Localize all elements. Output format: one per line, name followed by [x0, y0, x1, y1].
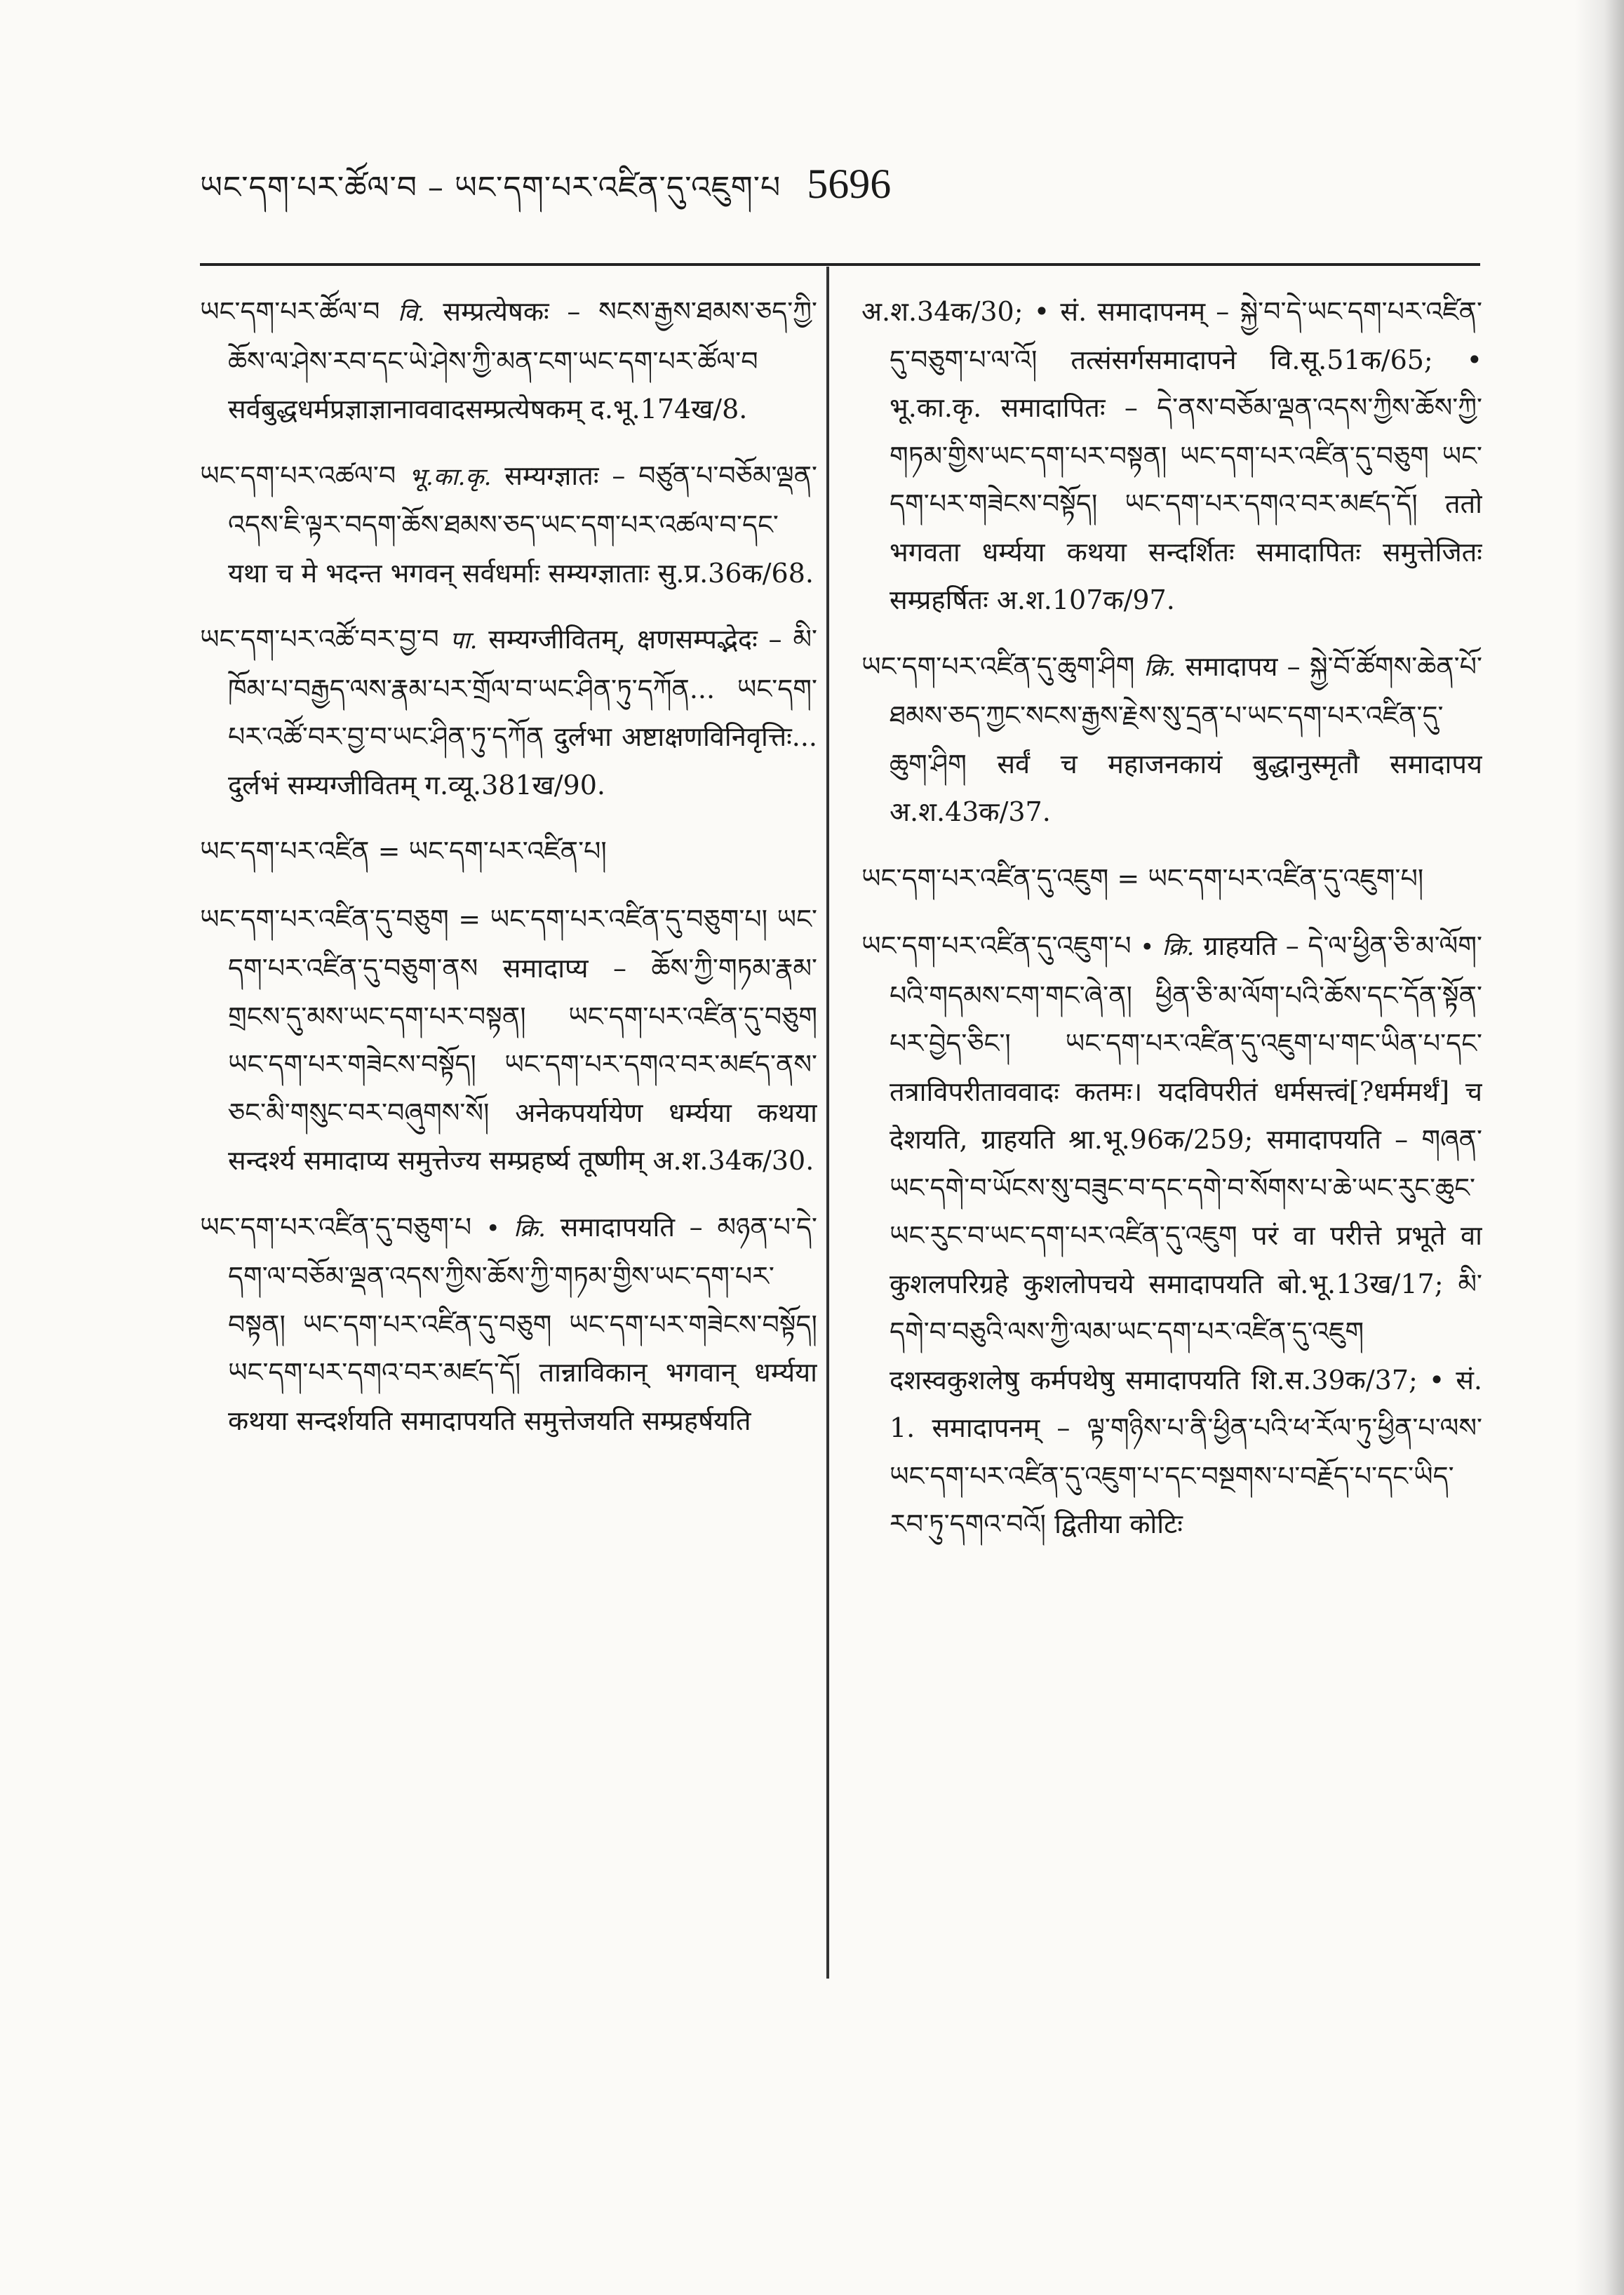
dictionary-entry	[200, 615, 817, 809]
grammar-abbr: • क्रि.	[1140, 933, 1195, 961]
entry-definition: सम्प्रत्येषकः – སངས་རྒྱས་ཐམས་ཅད་ཀྱི་ཆོས་ལ་ཤེས་རབ་དང་ཡེ་ཤེས་ཀྱི་མན་ངག་ཡང་དག་པར་ཚོལ་བ सर्वबुद्धधर्मप्रज्ञाज्ञानाववादसम्प्रत्येषकम् द.भू.174ख/8.	[228, 296, 817, 424]
dictionary-entry	[200, 288, 817, 434]
grammar-abbr: पा.	[450, 627, 478, 655]
entry-definition: सम्यग्जीवितम्, क्षणसम्पद्भेदः – མི་ཁོམ་པ་བརྒྱད་ལས་རྣམ་པར་གྲོལ་བ་ཡང་ཤིན་ཏུ་དཀོན... ཡང་དག་པར་འཚོ་བར་བྱ་བ་ཡང་ཤིན་ཏུ་དཀོན दुर्लभा अष्टाक्षणविनिवृत्तिः... दुर्लभं सम्यग्जीवितम् ग.व्यू.381ख/90.	[228, 624, 817, 801]
scan-edge-shadow	[1575, 0, 1624, 2295]
running-title: ཡང་དག་པར་ཚོལ་བ – ཡང་དག་པར་འཛིན་དུ་འཇུག་པ	[200, 170, 781, 206]
entry-headword: ཡང་དག་པར་འཛིན་དུ་བཅུག	[200, 903, 449, 935]
dictionary-entry	[200, 1203, 817, 1445]
entry-headword: ཡང་དག་པར་འཛིན་དུ་འཇུག	[861, 862, 1109, 894]
entry-definition: समादापय – སྐྱེ་བོ་ཚོགས་ཆེན་པོ་ཐམས་ཅད་ཀྱང་སངས་རྒྱས་རྗེས་སུ་དྲན་པ་ཡང་དག་པར་འཛིན་དུ་ཆུག་ཤིག सर्वं च महाजनकायं बुद्धानुस्मृतौ समादापय अ.श.43क/37.	[890, 650, 1482, 827]
dictionary-entry	[200, 895, 817, 1185]
right-column	[861, 288, 1482, 2252]
grammar-abbr: • क्रि.	[485, 1214, 546, 1243]
entry-headword: ཡང་དག་པར་ཚོལ་བ	[200, 296, 380, 327]
entry-definition: = ཡང་དག་པར་འཛིན་དུ་བཅུག་པ། ཡང་དག་པར་འཛིན་དུ་བཅུག་ནས समादाप्य – ཆོས་ཀྱི་གཏམ་རྣམ་གྲངས་དུ་མས་ཡང་དག་པར་བསྟན། ཡང་དག་པར་འཛིན་དུ་བཅུག ཡང་དག་པར་གཟེངས་བསྟོད། ཡང་དག་པར་དགའ་བར་མཛད་ནས་ཅང་མི་གསུང་བར་བཞུགས་སོ། अनेकपर्यायेण धर्म्यया कथया सन्दर्श्य समादाप्य समुत्तेज्य सम्प्रहर्ष्य तूष्णीम् अ.श.34क/30.	[228, 903, 817, 1176]
entry-headword: ཡང་དག་པར་འཛིན་དུ་ཆུག་ཤིག	[861, 650, 1135, 682]
entry-headword: ཡང་དག་པར་འཛིན	[200, 836, 370, 867]
entry-definition: अ.श.34क/30; • सं. समादापनम् – སྐྱེ་བ་དེ་ཡང་དག་པར་འཛིན་དུ་བཅུག་པ་ལ་འོ། तत्संसर्गसमादापने वि.सू.51क/65; • भू.का.कृ. समादापितः – དེ་ནས་བཅོམ་ལྡན་འདས་ཀྱིས་ཆོས་ཀྱི་གཏམ་གྱིས་ཡང་དག་པར་བསྟན། ཡང་དག་པར་འཛིན་དུ་བཅུག ཡང་དག་པར་གཟེངས་བསྟོད། ཡང་དག་པར་དགའ་བར་མཛད་དོ། ततो भगवता धर्म्यया कथया सन्दर्शितः समादापितः समुत्तेजितः सम्प्रहर्षितः अ.श.107क/97.	[861, 296, 1482, 615]
header-rule	[200, 263, 1480, 266]
dictionary-entry	[861, 855, 1482, 904]
dictionary-entry	[200, 452, 817, 598]
entry-headword: ཡང་དག་པར་འཚོ་བར་བྱ་བ	[200, 624, 439, 655]
grammar-abbr: वि.	[398, 299, 425, 327]
entry-headword: ཡང་དག་པར་འཛིན་དུ་བཅུག་པ	[200, 1211, 472, 1243]
entry-definition: समादापयति – མཉན་པ་དེ་དག་ལ་བཅོམ་ལྡན་འདས་ཀྱིས་ཆོས་ཀྱི་གཏམ་གྱིས་ཡང་དག་པར་བསྟན། ཡང་དག་པར་འཛིན་དུ་བཅུག ཡང་དག་པར་གཟེངས་བསྟོད། ཡང་དག་པར་དགའ་བར་མཛད་དོ། तान्नाविकान् भगवान् धर्म्यया कथया सन्दर्शयति समादापयति समुत्तेजयति सम्प्रहर्षयति	[228, 1211, 817, 1436]
grammar-abbr: क्रि.	[1143, 653, 1176, 682]
left-column	[200, 288, 817, 2252]
entry-definition: = ཡང་དག་པར་འཛིན་དུ་འཇུག་པ།	[1117, 862, 1424, 894]
entry-definition: सम्यग्ज्ञातः – བཙུན་པ་བཅོམ་ལྡན་འདས་ཇི་ལྟར་བདག་ཆོས་ཐམས་ཅད་ཡང་དག་པར་འཚལ་བ་དང་ यथा च मे भदन्त भगवन् सर्वधर्माः सम्यग्ज्ञाताः सु.प्र.36क/68.	[228, 460, 817, 589]
entry-headword: ཡང་དག་པར་འཚལ་བ	[200, 460, 396, 491]
page-header	[200, 153, 1477, 216]
column-divider	[826, 267, 829, 1979]
dictionary-entry-continued	[861, 288, 1482, 624]
entry-definition: = ཡང་དག་པར་འཛིན་པ།	[377, 836, 607, 867]
dictionary-entry	[200, 827, 817, 877]
dictionary-entry	[861, 643, 1482, 836]
page-number: 5696	[807, 161, 892, 207]
entry-definition: ग्राहयति – དེ་ལ་ཕྱིན་ཅི་མ་ལོག་པའི་གདམས་ངག་གང་ཞེ་ན། ཕྱིན་ཅི་མ་ལོག་པའི་ཆོས་དང་དོན་སྟོན་པར་བྱེད་ཅིང་། ཡང་དག་པར་འཛིན་དུ་འཇུག་པ་གང་ཡིན་པ་དང་ तत्राविपरीताववादः कतमः। यदविपरीतं धर्मसत्त्वं[?धर्ममर्थं] च देशयति, ग्राहयति श्रा.भू.96क/259; समादापयति – གཞན་ཡང་དགེ་བ་ཡོངས་སུ་བཟུང་བ་དང་དགེ་བ་སོགས་པ་ཆེ་ཡང་རུང་ཆུང་ཡང་རུང་བ་ཡང་དག་པར་འཛིན་དུ་འཇུག परं वा परीत्ते प्रभूते वा कुशलपरिग्रहे कुशलोपचये समादापयति बो.भू.13ख/17; མི་དགེ་བ་བཅུའི་ལས་ཀྱི་ལམ་ཡང་དག་པར་འཛིན་དུ་འཇུག दशस्वकुशलेषु कर्मपथेषु समादापयति शि.स.39क/37; • सं. 1. समादापनम् – ལྟ་གཉིས་པ་ནི་ཕྱིན་པའི་ཕ་རོལ་ཏུ་ཕྱིན་པ་ལས་ཡང་དག་པར་འཛིན་དུ་འཇུག་པ་དང་བསྔགས་པ་བརྗོད་པ་དང་ཡིད་རབ་ཏུ་དགའ་བའོ། द्वितीया कोटिः	[890, 930, 1482, 1539]
grammar-abbr: भू.का.कृ.	[409, 462, 492, 491]
entry-headword: ཡང་དག་པར་འཛིན་དུ་འཇུག་པ	[861, 930, 1132, 961]
dictionary-entry	[861, 922, 1482, 1548]
